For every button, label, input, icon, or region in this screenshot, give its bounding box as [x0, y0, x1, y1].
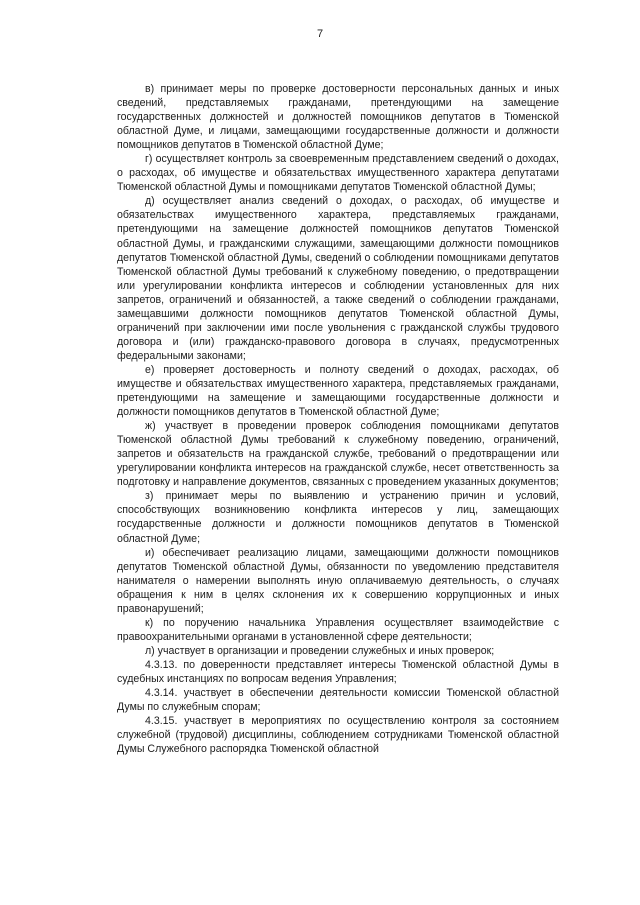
paragraph-g: г) осуществляет контроль за своевременным представлением сведений о доходах, о расходах, об имуществе и обязательствах имущественного характера депутатами Тюменской областной Думы и помощниками депутатов Тюменской областной Думы; [117, 153, 559, 194]
paragraph-k: к) по поручению начальника Управления осуществляет взаимодействие с правоохранительными органами в установленной сфере деятельности; [117, 616, 559, 643]
document-body [117, 82, 559, 756]
paragraph-4-3-13: 4.3.13. по доверенности представляет интересы Тюменской областной Думы в судебных инстанциях по вопросам ведения Управления; [117, 658, 559, 685]
paragraph-v: в) принимает меры по проверке достоверности персональных данных и иных сведений, представляемых гражданами, претендующими на замещение государственных должностей и должностей помощников депутатов в Тюменской областной Думе, и лицами, замещающими государственные должности и должности помощников депутатов в Тюменской областной Думе; [117, 83, 559, 152]
paragraph-d: д) осуществляет анализ сведений о доходах, о расходах, об имуществе и обязательствах имущественного характера, представляемых гражданами, претендующими на замещение должностей помощников депутатов Тюменской областной Думы, и гражданскими служащими, замещающими должности помощников депутатов Тюменской областной Думы, сведений о соблюдении помощниками депутатов Тюменской областной Думы требований к служебному поведению, о предотвращении или урегулировании конфликта интересов и соблюдении установленных для них запретов, ограничений и обязанностей, а также сведений о соблюдении гражданами, замещавшими должности помощников депутатов Тюменской областной Думы, ограничений при заключении ими после увольнения с гражданской службы трудового договора и (или) гражданско-правового договора в случаях, предусмотренных федеральными законами; [117, 195, 559, 362]
paragraph-l: л) участвует в организации и проведении служебных и иных проверок; [145, 644, 495, 657]
paragraph-z: з) принимает меры по выявлению и устранению причин и условий, способствующих возникновению конфликта интересов у лиц, замещающих государственные должности и должности помощников депутатов в Тюменской областной Думе; [117, 490, 559, 545]
paragraph-4-3-14: 4.3.14. участвует в обеспечении деятельности комиссии Тюменской областной Думы по служебным спорам; [117, 687, 559, 714]
paragraph-4-3-15: 4.3.15. участвует в мероприятиях по осуществлению контроля за состоянием служебной (трудовой) дисциплины, соблюдением сотрудниками Тюменской областной Думы Служебного распорядка Тюменской областной [117, 715, 559, 756]
page-number: 7 [316, 28, 324, 40]
paragraph-e: е) проверяет достоверность и полноту сведений о доходах, расходах, об имуществе и обязательствах имущественного характера, представляемых гражданами, претендующими на замещение и замещающими государственные должности и должности помощников депутатов в Тюменской областной Думе; [117, 363, 559, 419]
paragraph-zh: ж) участвует в проведении проверок соблюдения помощниками депутатов Тюменской областной Думы требований к служебному поведению, ограничений, запретов и обязательств на гражданской службе, требований о предотвращении или урегулировании конфликта интересов на гражданской службе, несет ответственность за подготовку и направление документов, связанных с проведением указанных документов; [117, 420, 559, 489]
paragraph-i: и) обеспечивает реализацию лицами, замещающими должности помощников депутатов Тюменской областной Думы, обязанности по уведомлению представителя нанимателя о намерении выполнять иную оплачиваемую деятельность, о случаях обращения к ним в целях склонения их к совершению коррупционных и иных правонарушений; [117, 546, 559, 615]
